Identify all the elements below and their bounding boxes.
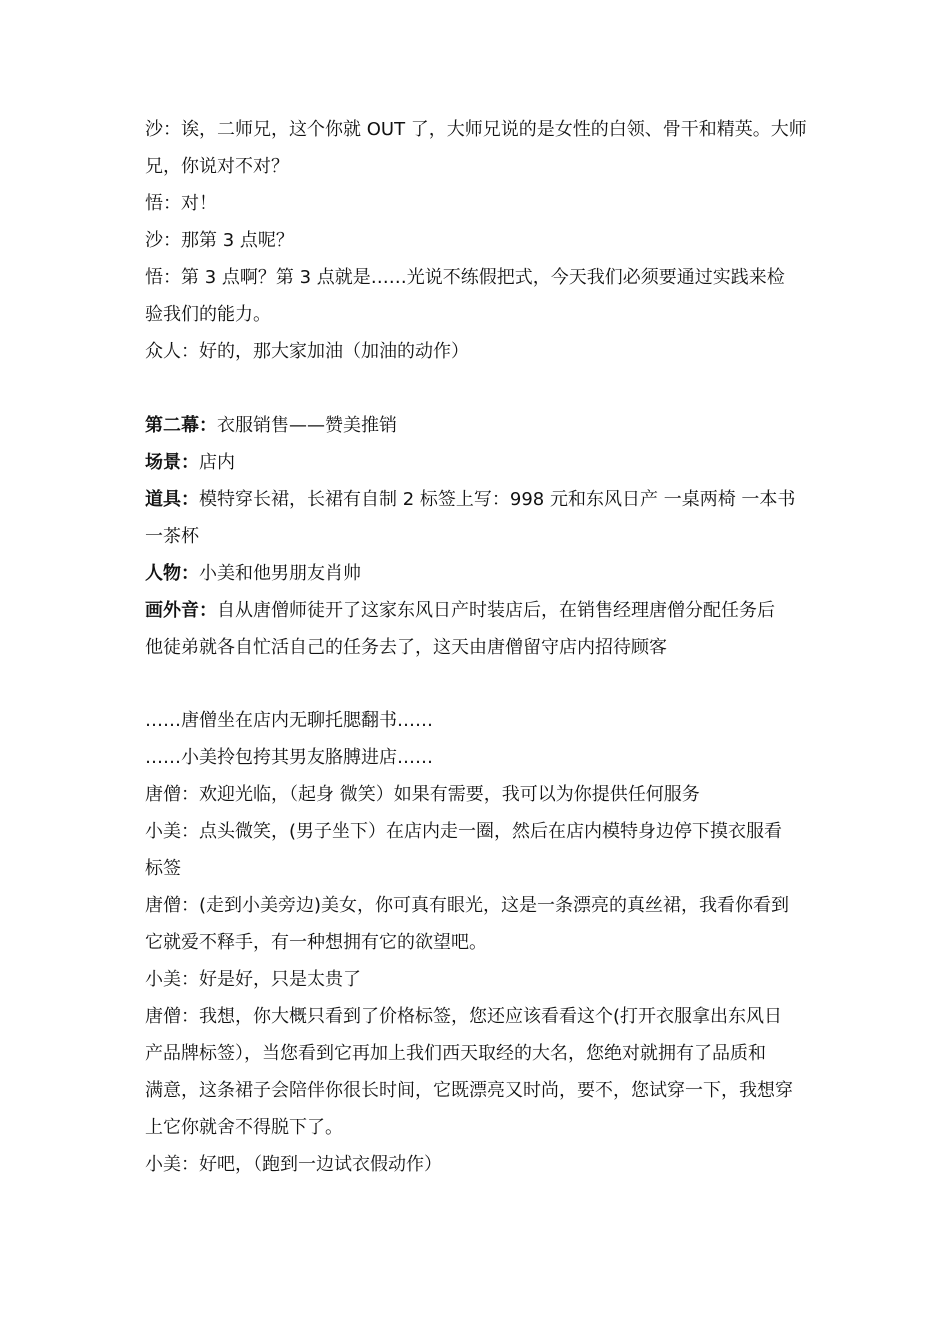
text-line: 上它你就舍不得脱下了。 <box>145 1117 343 1138</box>
props-label: 道具 <box>145 489 181 510</box>
text-line: 沙：那第 3 点呢？ <box>145 230 294 251</box>
characters-label: 人物 <box>145 563 181 584</box>
text-line: 沙：诶，二师兄，这个你就 OUT 了，大师兄说的是女性的白领、骨干和精英。大师 <box>145 119 807 140</box>
tang-line-1 <box>145 776 815 813</box>
act-label: 第二幕 <box>145 415 199 436</box>
characters-line <box>145 555 815 592</box>
text-line: 产品牌标签），当您看到它再加上我们西天取经的大名，您绝对就拥有了品质和 <box>145 1043 766 1064</box>
text-line: 小美：点头微笑，(男子坐下）在店内走一圈，然后在店内模特身边停下摸衣服看 <box>145 821 783 842</box>
text-line: 悟：第 3 点啊？第 3 点就是……光说不练假把式，今天我们必须要通过实践来检 <box>145 267 785 288</box>
setting-text: 店内 <box>199 452 235 473</box>
props-text-1: 模特穿长裙，长裙有自制 2 标签上写：998 元和东风日产 一桌两椅 一本书 <box>199 489 796 510</box>
tang-line-3 <box>145 998 815 1146</box>
props-sep: ： <box>181 489 199 510</box>
text-line: 标签 <box>145 858 181 879</box>
props-text-2: 一茶杯 <box>145 526 199 547</box>
sha-line-2 <box>145 222 815 259</box>
act-sep: ： <box>199 415 217 436</box>
characters-text: 小美和他男朋友肖帅 <box>199 563 361 584</box>
text-line: 唐僧：欢迎光临，（起身 微笑）如果有需要，我可以为你提供任何服务 <box>145 784 700 805</box>
text-line: 兄，你说对不对？ <box>145 156 289 177</box>
characters-sep: ： <box>181 563 199 584</box>
xiaomei-line-3 <box>145 1146 815 1183</box>
voiceover-text-1: 自从唐僧师徒开了这家东风日产时装店后，在销售经理唐僧分配任务后 <box>217 600 775 621</box>
voiceover-line <box>145 592 815 666</box>
voiceover-label: 画外音 <box>145 600 199 621</box>
text-line: 悟：对！ <box>145 193 217 214</box>
setting-label: 场景 <box>145 452 181 473</box>
props-line <box>145 481 815 555</box>
text-line: 唐僧：我想，你大概只看到了价格标签，您还应该看看这个(打开衣服拿出东风日 <box>145 1006 783 1027</box>
text-line: ……唐僧坐在店内无聊托腮翻书…… <box>145 710 433 731</box>
stage-direction-2 <box>145 739 815 776</box>
text-line: 小美：好是好，只是太贵了 <box>145 969 361 990</box>
wu-line-1 <box>145 185 815 222</box>
all-line <box>145 333 815 370</box>
act-heading <box>145 407 815 444</box>
act-text: 衣服销售——赞美推销 <box>217 415 397 436</box>
voiceover-sep: ： <box>199 600 217 621</box>
voiceover-text-2: 他徒弟就各自忙活自己的任务去了，这天由唐僧留守店内招待顾客 <box>145 637 667 658</box>
wu-line-2 <box>145 259 815 333</box>
text-line: 验我们的能力。 <box>145 304 271 325</box>
setting-line <box>145 444 815 481</box>
text-line: 唐僧：(走到小美旁边)美女，你可真有眼光，这是一条漂亮的真丝裙，我看你看到 <box>145 895 790 916</box>
text-line: ……小美拎包挎其男友胳膊进店…… <box>145 747 433 768</box>
text-line: 满意，这条裙子会陪伴你很长时间，它既漂亮又时尚，要不，您试穿一下，我想穿 <box>145 1080 793 1101</box>
xiaomei-line-1 <box>145 813 815 887</box>
text-line: 它就爱不释手，有一种想拥有它的欲望吧。 <box>145 932 487 953</box>
sha-line-1 <box>145 111 815 185</box>
text-line: 小美：好吧，（跑到一边试衣假动作） <box>145 1154 442 1175</box>
stage-direction-1 <box>145 702 815 739</box>
setting-sep: ： <box>181 452 199 473</box>
tang-line-2 <box>145 887 815 961</box>
text-line: 众人：好的，那大家加油（加油的动作） <box>145 341 469 362</box>
xiaomei-line-2 <box>145 961 815 998</box>
